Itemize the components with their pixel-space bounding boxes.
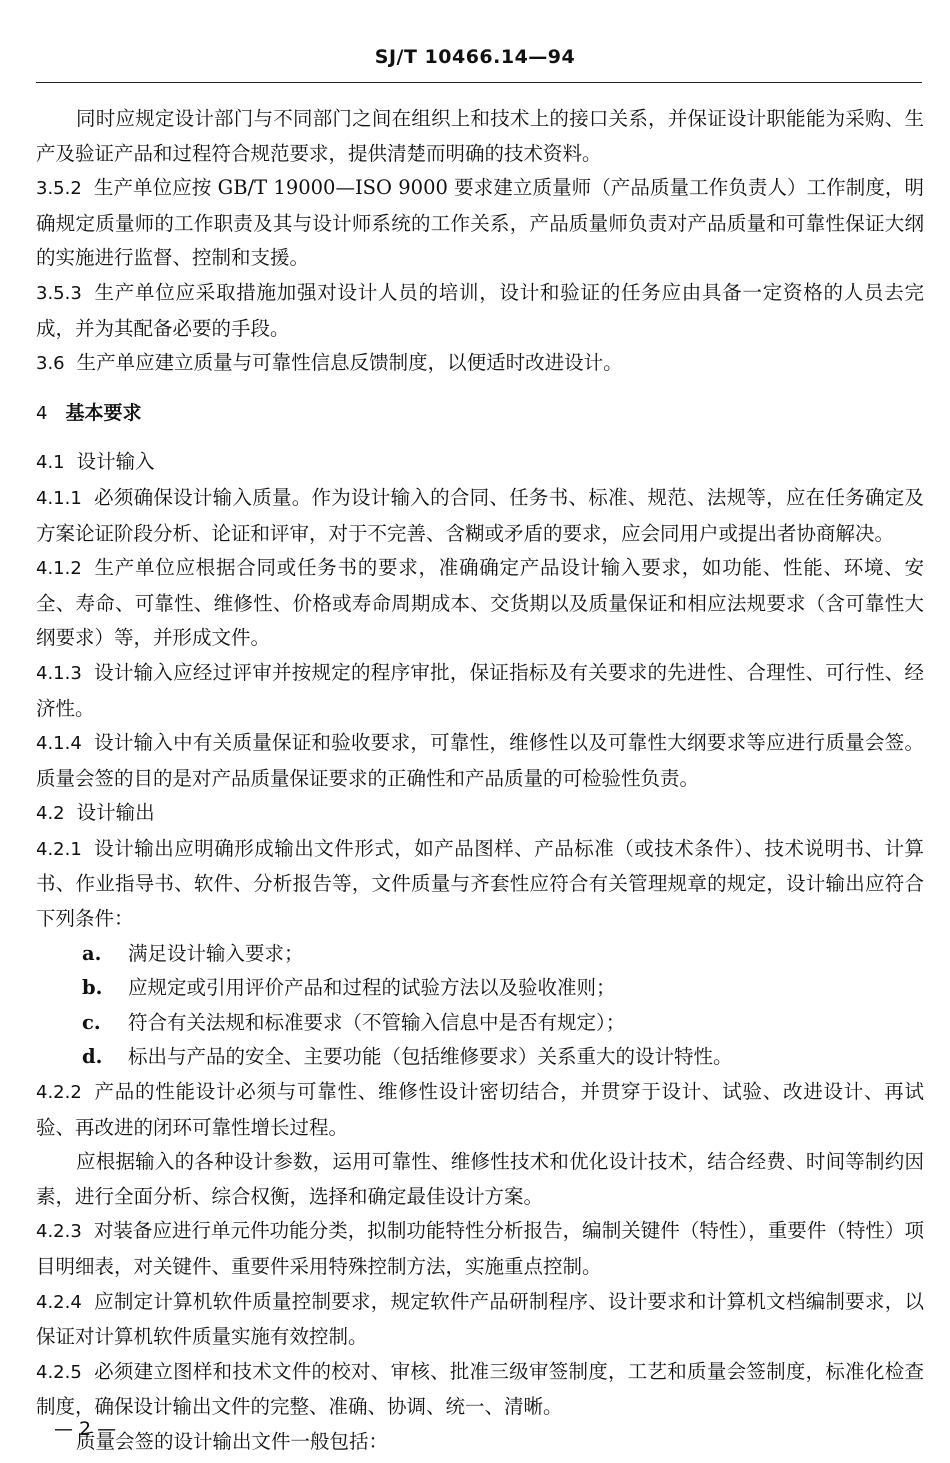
clause-number: 3.5.2 [36,178,82,200]
list-item-a: a. 满足设计输入要求； [36,937,924,972]
clause-number: 4.1 [36,452,65,474]
paragraph: 应根据输入的各种设计参数，运用可靠性、维修性技术和优化设计技术，结合经费、时间等制约因素，进行全面分析、综合权衡，选择和确定最佳设计方案。 [36,1150,924,1208]
page-header: SJ/T 10466.14—94 [374,46,576,68]
list-item-d: d. 标出与产品的安全、主要功能（包括维修要求）关系重大的设计特性。 [36,1040,924,1075]
clause-number: 4.1.1 [36,487,82,509]
section-heading-4: 4 基本要求 [36,401,142,424]
section-number: 4 [36,402,48,424]
document-body [36,102,924,1460]
clause-4-1-4: 4.1.4 设计输入中有关质量保证和验收要求，可靠性，维修性以及可靠性大纲要求等应进行质量会签。质量会签的目的是对产品质量保证要求的正确性和产品质量的可检验性负责。 [36,731,924,790]
clause-number: 4.1.3 [36,662,82,684]
page-number: — 2 — [54,1418,117,1440]
clause-number: 4.2.2 [36,1082,82,1104]
clause-4-1-3: 4.1.3 设计输入应经过评审并按规定的程序审批，保证指标及有关要求的先进性、合理性、可行性、经济性。 [36,660,924,720]
clause-4-1-2: 4.1.2 生产单位应根据合同或任务书的要求，准确确定产品设计输入要求，如功能、性能、环境、安全、寿命、可靠性、维修性、价格或寿命周期成本、交货期以及质量保证和相应法规要求（含可靠性大纲要求）等，并形成文件。 [36,556,924,650]
clause-number: 4.2.5 [36,1361,82,1383]
clause-3-6: 3.6 生产单应建立质量与可靠性信息反馈制度，以便适时改进设计。 [36,351,623,375]
list-letter: a. [82,941,102,965]
list-item-c: c. 符合有关法规和标准要求（不管输入信息中是否有规定）； [36,1006,924,1041]
paragraph: 同时应规定设计部门与不同部门之间在组织上和技术上的接口关系，并保证设计职能能为采购、生产及验证产品和过程符合规范要求，提供清楚而明确的技术资料。 [36,107,924,165]
clause-number: 3.6 [36,353,65,375]
clause-4-2-3: 4.2.3 对装备应进行单元件功能分类，拟制功能特性分析报告，编制关键件（特性），重要件（特性）项目明细表，对关键件、重要件采用特殊控制方法，实施重点控制。 [36,1219,924,1278]
list-letter: d. [82,1045,103,1069]
clause-3-5-3: 3.5.3 生产单位应采取措施加强对设计人员的培训，设计和验证的任务应由具备一定资格的人员去完成，并为其配备必要的手段。 [36,280,924,340]
clause-4-2-4: 4.2.4 应制定计算机软件质量控制要求，规定软件产品研制程序、设计要求和计算机文档编制要求，以保证对计算机软件质量实施有效控制。 [36,1289,924,1349]
clause-4-2-5: 4.2.5 必须建立图样和技术文件的校对、审核、批准三级审签制度，工艺和质量会签制度，标准化检查制度，确保设计输出文件的完整、准确、协调、统一、清晰。 [36,1359,924,1419]
clause-3-5-2: 3.5.2 生产单位应按 GB/T 19000—ISO 9000 要求建立质量师（产品质量工作负责人）工作制度，明确规定质量师的工作职责及其与设计师系统的工作关系，产品质量师负责对产品质量和可靠性保证大纲的实施进行监督、控制和支援。 [36,176,924,270]
list-letter: c. [82,1010,101,1034]
clause-number: 4.2.3 [36,1221,82,1243]
clause-4-2-1: 4.2.1 设计输出应明确形成输出文件形式，如产品图样、产品标准（或技术条件）、技术说明书、计算书、作业指导书、软件、分析报告等，文件质量与齐套性应符合有关管理规章的规定，设计输出应符合下列条件： [36,836,924,931]
clause-number: 4.2 [36,803,65,825]
list-letter: b. [82,976,103,1000]
clause-4-2: 4.2 设计输出 [36,801,155,825]
header-rule [36,82,922,83]
clause-4-2-2: 4.2.2 产品的性能设计必须与可靠性、维修性设计密切结合，并贯穿于设计、试验、改进设计、再试验、再改进的闭环可靠性增长过程。 [36,1080,924,1139]
clause-number: 4.2.1 [36,838,82,860]
clause-number: 4.1.4 [36,733,82,755]
clause-4-1-1: 4.1.1 必须确保设计输入质量。作为设计输入的合同、任务书、标准、规范、法规等，应在任务确定及方案论证阶段分析、论证和评审，对于不完善、含糊或矛盾的要求，应会同用户或提出者协商解决。 [36,485,924,545]
paragraph: 质量会签的设计输出文件一般包括： [76,1429,389,1453]
clause-number: 4.2.4 [36,1291,82,1313]
list-item-b: b. 应规定或引用评价产品和过程的试验方法以及验收准则； [36,971,924,1006]
clause-number: 3.5.3 [36,282,82,304]
clause-number: 4.1.2 [36,558,82,580]
clause-4-1: 4.1 设计输入 [36,450,155,474]
